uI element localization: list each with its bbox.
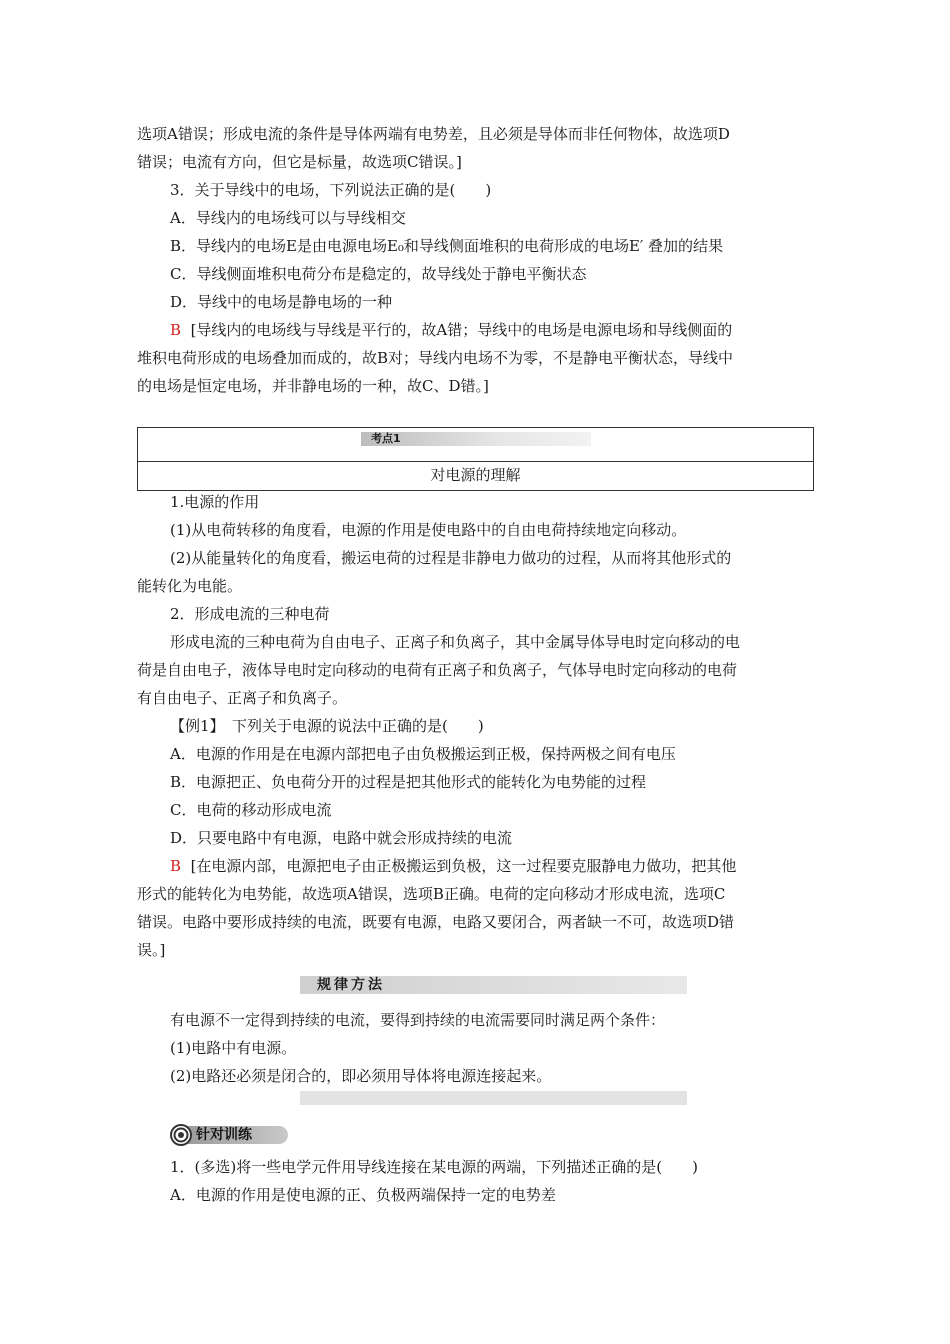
q3-explain-2: 堆积电荷形成的电场叠加而成的，故B对；导线内电场不为零，不是静电平衡状态，导线中: [137, 349, 734, 367]
topic-tag: 考点1: [371, 432, 401, 445]
example1-option-c: C．电荷的移动形成电流: [170, 801, 332, 819]
method-line-3: (2)电路还必须是闭合的，即必须用导体将电源连接起来。: [170, 1067, 552, 1085]
q3-explain-1: [导线内的电场线与导线是平行的，故A错；导线中的电场是电源电场和导线侧面的: [190, 321, 733, 339]
q3-option-a: A．导线内的电场线可以与导线相交: [170, 209, 406, 227]
example1-explain-3: 错误。电路中要形成持续的电流，既要有电源，电路又要闭合，两者缺一不可，故选项D错: [137, 913, 735, 931]
training-q1-option-a: A．电源的作用是使电源的正、负极两端保持一定的电势差: [170, 1186, 556, 1204]
training-q1: 1．(多选)将一些电学元件用导线连接在某电源的两端，下列描述正确的是( ): [170, 1158, 698, 1176]
q3-option-d: D．导线中的电场是静电场的一种: [170, 293, 393, 311]
section1-p2a: (2)从能量转化的角度看，搬运电荷的过程是非静电力做功的过程，从而将其他形式的: [170, 549, 732, 567]
method-line-2: (1)电路中有电源。: [170, 1039, 297, 1057]
example1-option-b: B．电源把正、负电荷分开的过程是把其他形式的能转化为电势能的过程: [170, 773, 647, 791]
method-header-bar: [300, 976, 687, 994]
example1-explain-1: [在电源内部，电源把电子由正极搬运到负极，这一过程要克服静电力做功，把其他: [190, 857, 737, 875]
intro-line-2: 错误；电流有方向，但它是标量，故选项C错误。]: [137, 153, 462, 171]
topic-divider: [138, 461, 813, 462]
q3-option-b: B．导线内的电场E是由电源电场E₀和导线侧面堆积的电荷形成的电场E′ 叠加的结果: [170, 237, 724, 255]
example1-option-a: A．电源的作用是在电源内部把电子由负极搬运到正极，保持两极之间有电压: [170, 745, 676, 763]
method-line-1: 有电源不一定得到持续的电流，要得到持续的电流需要同时满足两个条件：: [170, 1011, 666, 1029]
section2-heading: 2．形成电流的三种电荷: [170, 605, 330, 623]
example1-stem: 【例1】 下列关于电源的说法中正确的是( ): [170, 717, 484, 735]
q3-explain-3: 的电场是恒定电场，并非静电场的一种，故C、D错。]: [137, 377, 489, 395]
target-icon: [170, 1124, 192, 1146]
example1-answer-line: [170, 856, 736, 876]
method-label: 规律方法: [317, 977, 385, 993]
q3-answer-line: [170, 320, 732, 340]
q3-option-c: C．导线侧面堆积电荷分布是稳定的，故导线处于静电平衡状态: [170, 265, 587, 283]
section2-line-3: 有自由电子、正离子和负离子。: [137, 689, 348, 707]
intro-line-1: 选项A错误；形成电流的条件是导体两端有电势差，且必须是导体而非任何物体，故选项D: [137, 125, 730, 143]
method-footer-bar: [300, 1091, 687, 1105]
section1-p1: (1)从电荷转移的角度看，电源的作用是使电路中的自由电荷持续地定向移动。: [170, 521, 687, 539]
example1-option-d: D．只要电路中有电源，电路中就会形成持续的电流: [170, 829, 513, 847]
example1-explain-4: 误。]: [137, 941, 166, 959]
section2-line-1: 形成电流的三种电荷为自由电子、正离子和负离子，其中金属导体导电时定向移动的电: [170, 633, 741, 651]
q3-stem: 3．关于导线中的电场，下列说法正确的是( ): [170, 181, 492, 199]
topic-box: [137, 427, 814, 491]
topic-tag-bar: [361, 432, 591, 446]
example1-answer: B: [170, 857, 182, 875]
section1-p2b: 能转化为电能。: [137, 577, 243, 595]
training-header: [170, 1124, 290, 1146]
topic-title: 对电源的理解: [430, 466, 521, 484]
training-label: 针对训练: [196, 1127, 252, 1143]
section2-line-2: 荷是自由电子，液体导电时定向移动的电荷有正离子和负离子，气体导电时定向移动的电荷: [137, 661, 738, 679]
example1-explain-2: 形式的能转化为电势能，故选项A错误，选项B正确。电荷的定向移动才形成电流，选项C: [137, 885, 726, 903]
section1-heading: 1.电源的作用: [170, 493, 260, 511]
q3-answer: B: [170, 321, 182, 339]
